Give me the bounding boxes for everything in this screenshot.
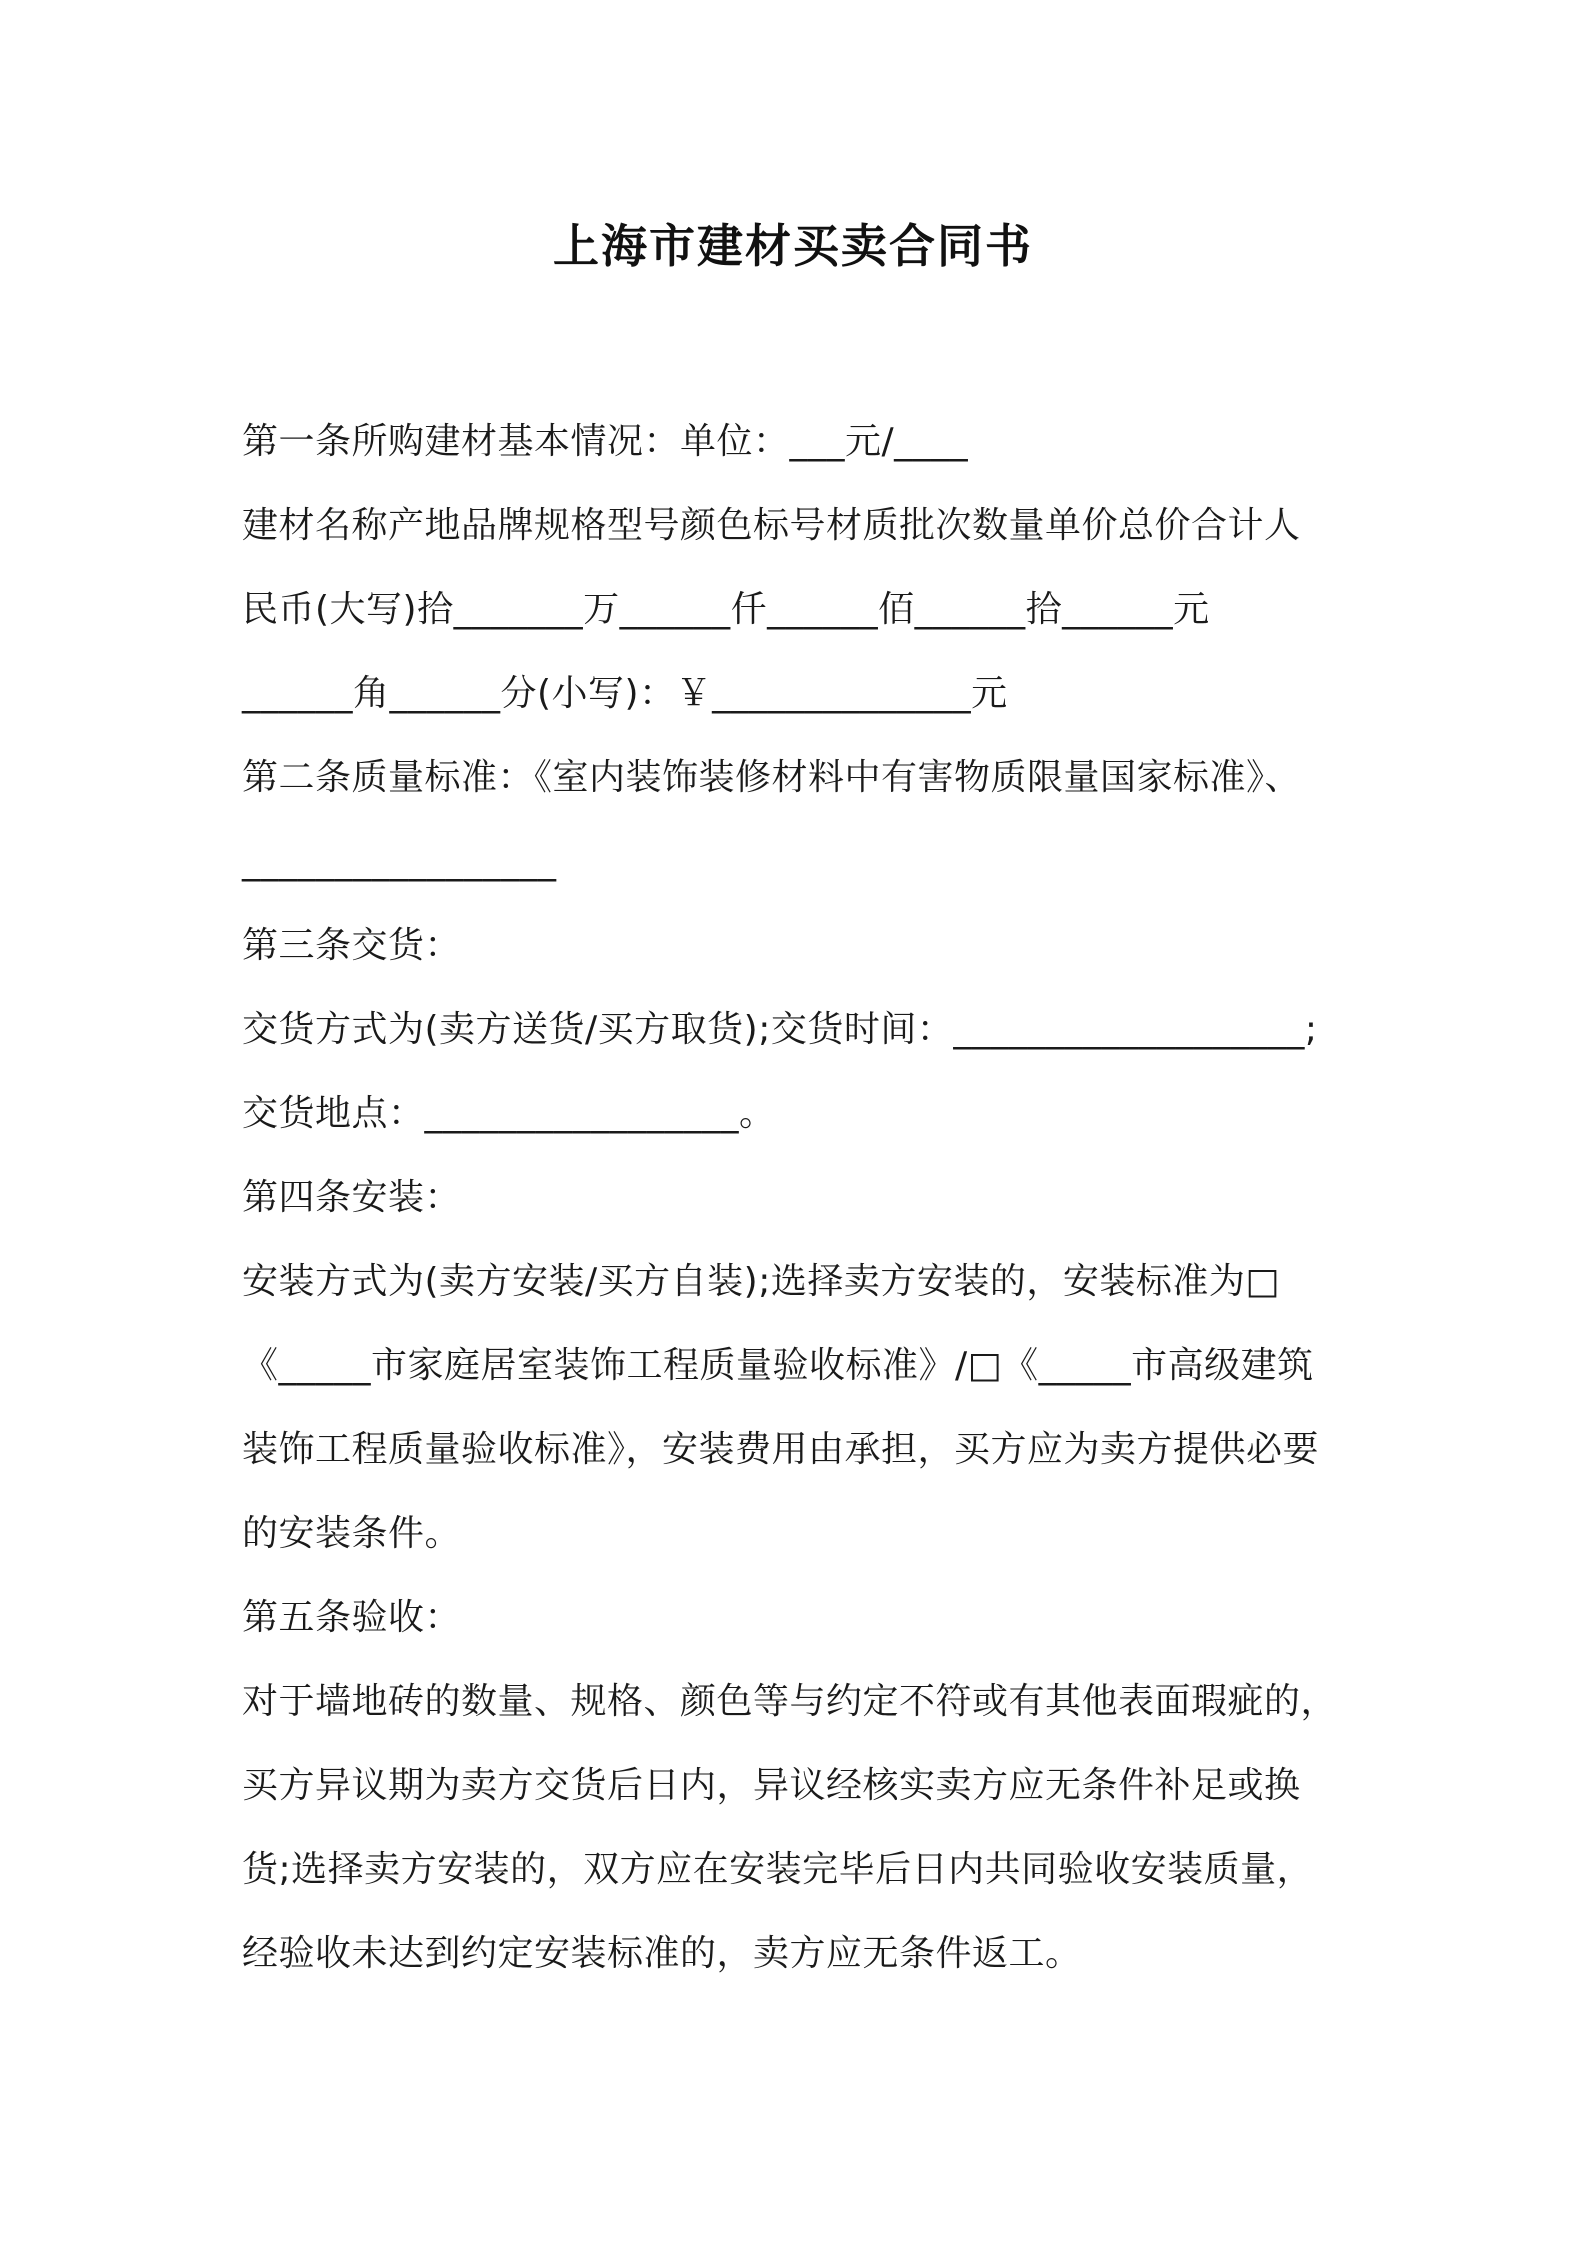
quality-standard-blank-line: _________________ xyxy=(242,841,557,882)
article-5-heading: 第五条验收： xyxy=(242,1597,462,1638)
total-amount-line: 民币(大写)拾_______万______仟______佰______拾______元 xyxy=(242,589,1210,630)
article-1-line: 第一条所购建材基本情况：单位：___元/____ xyxy=(242,421,969,462)
acceptance-line-1: 对于墙地砖的数量、规格、颜色等与约定不符或有其他表面瑕疵的， xyxy=(242,1681,1338,1722)
acceptance-line-4: 经验收未达到约定安装标准的，卖方应无条件返工。 xyxy=(242,1933,1082,1974)
article-2-line: 第二条质量标准：《室内装饰装修材料中有害物质限量国家标准》、 xyxy=(242,757,1302,798)
installation-conditions-line: 的安装条件。 xyxy=(242,1513,462,1554)
contract-body xyxy=(242,400,1362,1996)
acceptance-line-3: 货;选择卖方安装的，双方应在安装完毕后日内共同验收安装质量， xyxy=(242,1849,1314,1890)
document-title: 上海市建材买卖合同书 xyxy=(553,219,1033,273)
article-4-heading: 第四条安装： xyxy=(242,1177,462,1218)
delivery-method-line: 交货方式为(卖方送货/买方取货);交货时间：___________________; xyxy=(242,1009,1318,1050)
installation-method-line: 安装方式为(卖方安装/买方自装);选择卖方安装的，安装标准为□ xyxy=(242,1261,1280,1302)
installation-standard-line: 《_____市家庭居室装饰工程质量验收标准》/□《_____市高级建筑 xyxy=(242,1345,1314,1386)
acceptance-line-2: 买方异议期为卖方交货后日内，异议经核实卖方应无条件补足或换 xyxy=(242,1765,1301,1806)
article-3-heading: 第三条交货： xyxy=(242,925,462,966)
delivery-location-line: 交货地点：_________________。 xyxy=(242,1093,776,1134)
total-amount-small-line: ______角______分(小写)：￥______________元 xyxy=(242,673,1008,714)
material-columns-line: 建材名称产地品牌规格型号颜色标号材质批次数量单价总价合计人 xyxy=(242,505,1301,546)
installation-fee-line: 装饰工程质量验收标准》，安装费用由承担，买方应为卖方提供必要 xyxy=(242,1429,1320,1470)
